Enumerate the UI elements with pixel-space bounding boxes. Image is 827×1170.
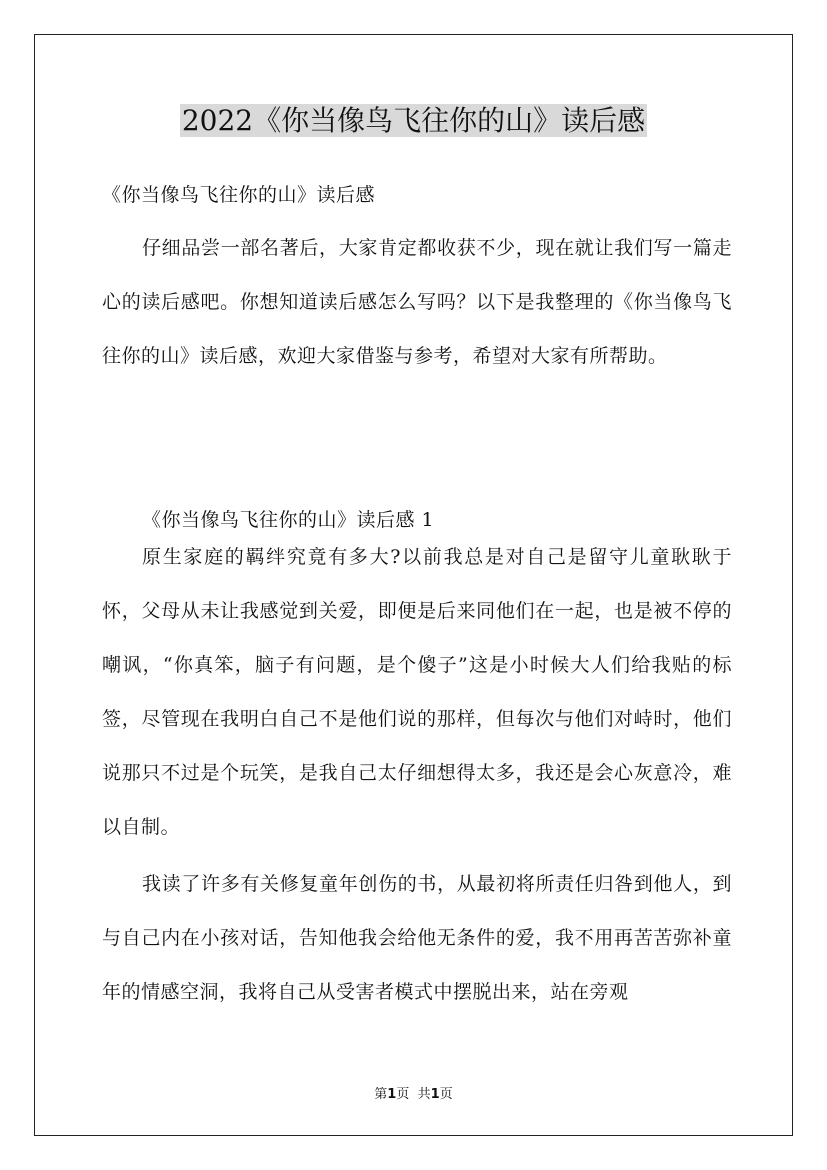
body-paragraph-2 [102,857,732,1019]
page-footer [0,1083,827,1102]
intro-paragraph [102,221,732,383]
section-heading: 《你当像鸟飞往你的山》读后感 1 [142,509,435,531]
footer-total-suffix: 页 [439,1087,453,1102]
body-paragraph-1 [102,530,732,854]
document-subtitle: 《你当像鸟飞往你的山》读后感 [102,184,376,206]
footer-page-suffix: 页 [396,1087,410,1102]
document-title [0,100,827,142]
footer-total-prefix: 共 [417,1087,431,1102]
body-paragraph-2-text: 我读了许多有关修复童年创伤的书，从最初将所责任归咎到他人，到与自己内在小孩对话，告知他我会给他无条件的爱，我不用再苦苦弥补童年的情感空洞，我将自己从受害者模式中摆脱出来，站在旁观 [102,873,732,1003]
document-title-text: 2022《你当像鸟飞往你的山》读后感 [181,104,646,137]
body-paragraph-1-text: 原生家庭的羁绊究竟有多大?以前我总是对自己是留守儿童耿耿于怀，父母从未让我感觉到关爱，即便是后来同他们在一起，也是被不停的嘲讽，“你真笨，脑子有问题，是个傻子”这是小时候大人们给我贴的标签，尽管现在我明白自己不是他们说的那样，但每次与他们对峙时，他们说那只不过是个玩笑，是我自己太仔细想得太多，我还是会心灰意冷，难以自制。 [102,546,732,838]
footer-total-pages: 1 [430,1087,440,1102]
footer-page-number: 1 [387,1087,397,1102]
intro-paragraph-text: 仔细品尝一部名著后，大家肯定都收获不少，现在就让我们写一篇走心的读后感吧。你想知道读后感怎么写吗？以下是我整理的《你当像鸟飞往你的山》读后感，欢迎大家借鉴与参考，希望对大家有所帮助。 [102,237,732,367]
footer-page-prefix: 第 [374,1087,388,1102]
